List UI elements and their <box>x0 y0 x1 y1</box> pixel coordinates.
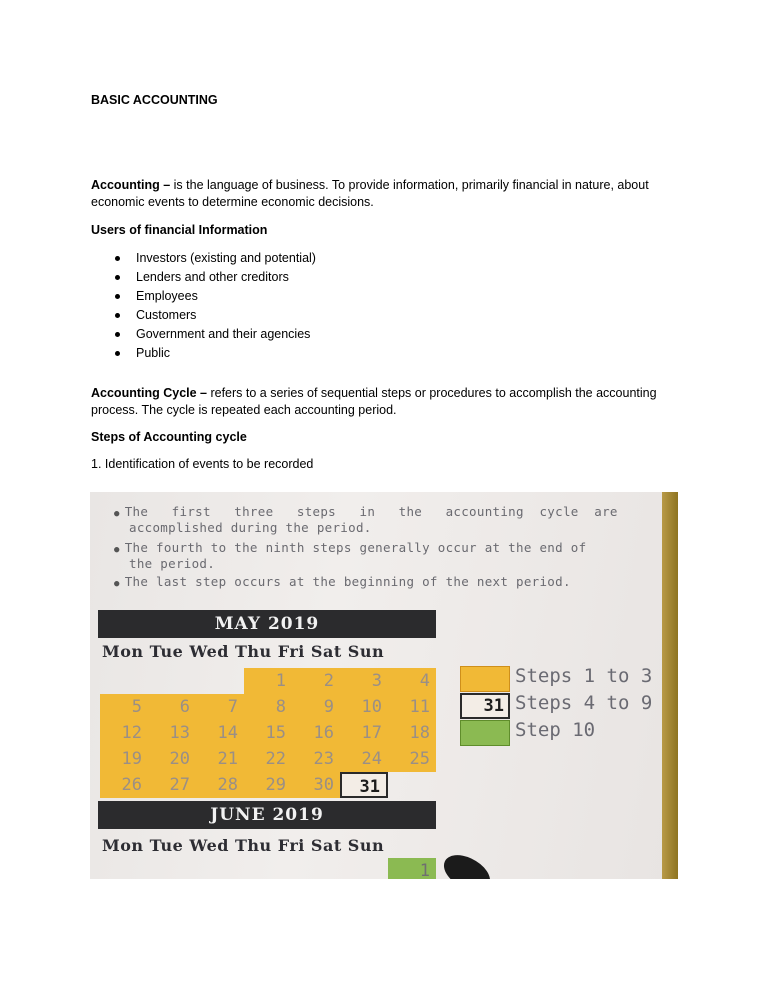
list-item: Public <box>91 344 316 363</box>
cycle-definition <box>91 385 691 419</box>
may-day-17: 17 <box>340 720 388 746</box>
photo-edge <box>662 492 678 879</box>
cycle-term: Accounting Cycle – <box>91 386 207 400</box>
may-day-9: 9 <box>292 694 340 720</box>
list-item: Lenders and other creditors <box>91 268 316 287</box>
may-day-28: 28 <box>196 772 244 798</box>
users-list <box>91 249 316 363</box>
may-title-bar: MAY 2019 <box>98 610 436 638</box>
may-day-20: 20 <box>148 746 196 772</box>
legend-label: Steps 1 to 3 <box>515 665 653 687</box>
bullet-icon <box>115 351 120 356</box>
legend-swatch-green <box>460 720 510 746</box>
may-day-26: 26 <box>100 772 148 798</box>
may-day-2: 2 <box>292 668 340 694</box>
june-day-headers: Mon Tue Wed Thu Fri Sat Sun <box>102 836 385 855</box>
may-day-13: 13 <box>148 720 196 746</box>
accounting-def-text: is the language of business. To provide information, primarily financial in nature, about economic events to determine economic decisions. <box>91 178 649 209</box>
may-day-30: 30 <box>292 772 340 798</box>
may-day-29: 29 <box>244 772 292 798</box>
bullet-icon <box>115 313 120 318</box>
users-heading: Users of financial Information <box>91 223 268 237</box>
accounting-definition <box>91 177 691 211</box>
list-item: Employees <box>91 287 316 306</box>
may-day-18: 18 <box>388 720 436 746</box>
may-day-25: 25 <box>388 746 436 772</box>
note-line: ● The first three steps in the accounting cycle are <box>114 504 618 519</box>
may-day-15: 15 <box>244 720 292 746</box>
may-day-31: 31 <box>340 772 388 798</box>
may-day-11: 11 <box>388 694 436 720</box>
calendar-photo <box>90 492 678 879</box>
list-item: Customers <box>91 306 316 325</box>
may-day-10: 10 <box>340 694 388 720</box>
note-line: ● The last step occurs at the beginning of the next period. <box>114 574 571 589</box>
may-day-headers: Mon Tue Wed Thu Fri Sat Sun <box>102 642 385 661</box>
may-day-7: 7 <box>196 694 244 720</box>
list-item: Investors (existing and potential) <box>91 249 316 268</box>
may-day-21: 21 <box>196 746 244 772</box>
may-day-16: 16 <box>292 720 340 746</box>
note-line: the period. <box>129 556 216 571</box>
may-day-5: 5 <box>100 694 148 720</box>
may-empty-cell <box>148 668 196 694</box>
june-day-1: 1 <box>388 858 436 879</box>
may-day-12: 12 <box>100 720 148 746</box>
cycle-def-text: refers to a series of sequential steps or procedures to accomplish the accounting process. The cycle is repeated each accounting period. <box>91 386 657 417</box>
may-day-23: 23 <box>292 746 340 772</box>
pointing-finger <box>438 849 496 879</box>
may-day-3: 3 <box>340 668 388 694</box>
may-day-24: 24 <box>340 746 388 772</box>
may-empty-cell <box>388 772 436 798</box>
may-day-14: 14 <box>196 720 244 746</box>
may-day-27: 27 <box>148 772 196 798</box>
june-title-bar: JUNE 2019 <box>98 801 436 829</box>
legend-swatch-outlined: 31 <box>460 693 510 719</box>
list-item: Government and their agencies <box>91 325 316 344</box>
may-empty-cell <box>100 668 148 694</box>
may-day-8: 8 <box>244 694 292 720</box>
accounting-term: Accounting – <box>91 178 171 192</box>
bullet-icon <box>115 256 120 261</box>
doc-title: BASIC ACCOUNTING <box>91 93 218 107</box>
note-line: ● The fourth to the ninth steps generally occur at the end of <box>114 540 587 555</box>
legend-swatch-yellow <box>460 666 510 692</box>
legend-label: Step 10 <box>515 719 596 741</box>
may-day-4: 4 <box>388 668 436 694</box>
legend-label: Steps 4 to 9 <box>515 692 653 714</box>
may-day-22: 22 <box>244 746 292 772</box>
may-day-19: 19 <box>100 746 148 772</box>
steps-heading: Steps of Accounting cycle <box>91 430 247 444</box>
bullet-icon <box>115 332 120 337</box>
may-day-1: 1 <box>244 668 292 694</box>
may-day-6: 6 <box>148 694 196 720</box>
may-empty-cell <box>196 668 244 694</box>
step-1-text: 1. Identification of events to be recorded <box>91 457 314 471</box>
bullet-icon <box>115 294 120 299</box>
bullet-icon <box>115 275 120 280</box>
note-line: accomplished during the period. <box>129 520 372 535</box>
